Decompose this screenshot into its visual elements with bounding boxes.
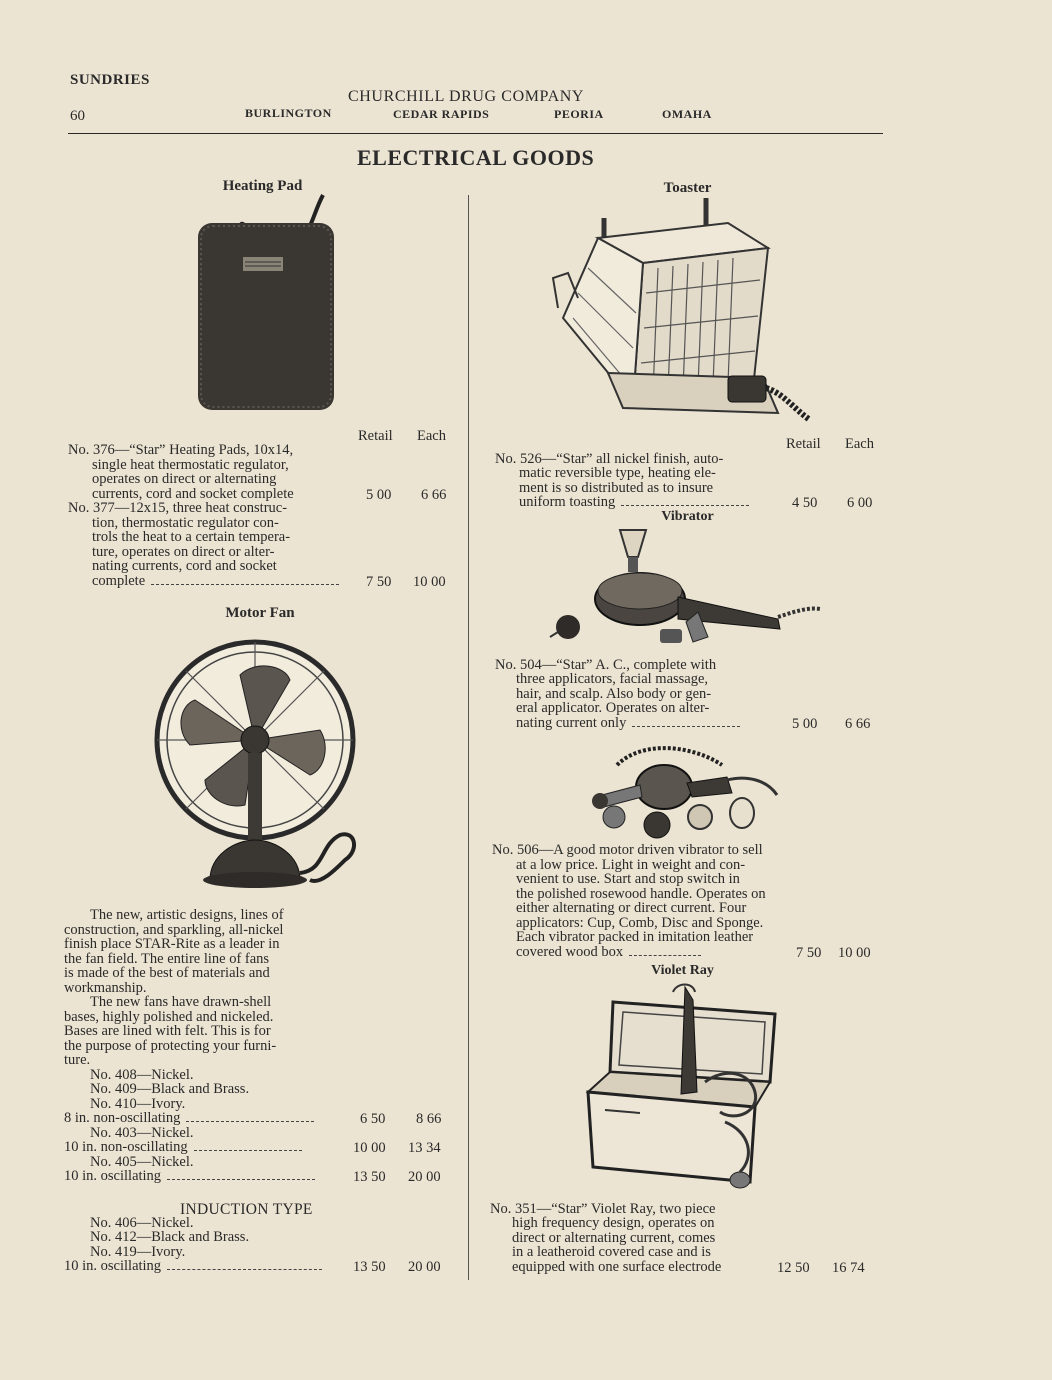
text-line: No. 409—Black and Brass. bbox=[90, 1081, 250, 1097]
text-line: No. 526—“Star” all nickel finish, auto- bbox=[495, 451, 724, 467]
text-line: three applicators, facial massage, bbox=[516, 671, 709, 687]
heating-pad-caption: Heating Pad bbox=[222, 178, 303, 194]
each-header-right: Each bbox=[845, 436, 874, 452]
text-line: No. 406—Nickel. bbox=[90, 1215, 194, 1231]
price-retail: 5 00 bbox=[792, 716, 818, 732]
price-retail: 13 50 bbox=[353, 1169, 386, 1185]
text-line: No. 377—12x15, three heat construc- bbox=[68, 500, 288, 516]
retail-header-right: Retail bbox=[786, 436, 821, 452]
text-line: ment is so distributed as to insure bbox=[519, 480, 714, 496]
text-line: The new, artistic designs, lines of bbox=[90, 907, 284, 923]
text-line: No. 376—“Star” Heating Pads, 10x14, bbox=[68, 442, 294, 458]
price-each: 20 00 bbox=[408, 1169, 441, 1185]
company-name: CHURCHILL DRUG COMPANY bbox=[348, 88, 585, 105]
text-line: is made of the best of materials and bbox=[64, 965, 270, 981]
text-line: the fan field. The entire line of fans bbox=[64, 951, 270, 967]
text-line-label: covered wood box bbox=[516, 944, 624, 960]
text-line: No. 410—Ivory. bbox=[90, 1096, 186, 1112]
city-burlington: BURLINGTON bbox=[245, 106, 332, 120]
text-line: high frequency design, operates on bbox=[512, 1215, 715, 1231]
text-line: ture, operates on direct or alter- bbox=[92, 544, 275, 560]
text-line-label: nating current only bbox=[516, 715, 627, 731]
vibrator-caption: Vibrator bbox=[661, 509, 714, 524]
page-title: ELECTRICAL GOODS bbox=[357, 145, 595, 170]
text-line: bases, highly polished and nickeled. bbox=[64, 1009, 274, 1025]
price-each: 6 66 bbox=[421, 487, 447, 503]
text-line bbox=[64, 1111, 314, 1126]
text-line: operates on direct or alternating bbox=[92, 471, 277, 487]
text-line: at a low price. Light in weight and con- bbox=[516, 857, 746, 873]
city-omaha: OMAHA bbox=[662, 107, 712, 121]
price-each: 20 00 bbox=[408, 1259, 441, 1275]
text-line: ture. bbox=[64, 1052, 91, 1068]
text-line: No. 412—Black and Brass. bbox=[90, 1229, 250, 1245]
text-line: venient to use. Start and stop switch in bbox=[516, 871, 740, 887]
price-each: 10 00 bbox=[413, 574, 446, 590]
text-line: direct or alternating current, comes bbox=[512, 1230, 716, 1246]
vibrator-506-illustration bbox=[582, 735, 782, 840]
price-each: 8 66 bbox=[416, 1111, 442, 1127]
price-retail: 4 50 bbox=[792, 495, 818, 511]
text-line: nating currents, cord and socket bbox=[92, 558, 277, 574]
each-header-left: Each bbox=[417, 428, 446, 444]
retail-header-left: Retail bbox=[358, 428, 393, 444]
text-line bbox=[92, 574, 339, 589]
text-line: matic reversible type, heating ele- bbox=[519, 465, 716, 481]
text-line: the polished rosewood handle. Operates on bbox=[516, 886, 766, 902]
text-line: Bases are lined with felt. This is for bbox=[64, 1023, 271, 1039]
column-divider bbox=[468, 195, 469, 1280]
price-retail: 6 50 bbox=[360, 1111, 386, 1127]
section-label: SUNDRIES bbox=[70, 72, 150, 88]
price-each: 6 66 bbox=[845, 716, 871, 732]
city-peoria: PEORIA bbox=[554, 107, 604, 121]
text-line: workmanship. bbox=[64, 980, 147, 996]
text-line-label: 8 in. non-oscillating bbox=[64, 1110, 181, 1126]
text-line: No. 405—Nickel. bbox=[90, 1154, 194, 1170]
text-line bbox=[64, 1169, 315, 1184]
page-number: 60 bbox=[70, 108, 85, 124]
text-line bbox=[519, 495, 749, 510]
text-line-label: 10 in. oscillating bbox=[64, 1168, 162, 1184]
text-line: applicators: Cup, Comb, Disc and Sponge. bbox=[516, 915, 764, 931]
text-line: trols the heat to a certain tempera- bbox=[92, 529, 291, 545]
text-line: No. 419—Ivory. bbox=[90, 1244, 186, 1260]
price-retail: 7 50 bbox=[796, 945, 822, 961]
text-line: finish place STAR-Rite as a leader in bbox=[64, 936, 280, 952]
city-cedar-rapids: CEDAR RAPIDS bbox=[393, 107, 490, 121]
price-retail: 10 00 bbox=[353, 1140, 386, 1156]
text-line bbox=[516, 716, 740, 731]
text-line-label: 10 in. oscillating bbox=[64, 1258, 162, 1274]
text-line: No. 506—A good motor driven vibrator to sell bbox=[492, 842, 763, 858]
text-line-label: 10 in. non-oscillating bbox=[64, 1139, 188, 1155]
price-each: 16 74 bbox=[832, 1260, 865, 1276]
text-line-label: uniform toasting bbox=[519, 494, 616, 510]
text-line: No. 504—“Star” A. C., complete with bbox=[495, 657, 717, 673]
text-line: No. 403—Nickel. bbox=[90, 1125, 194, 1141]
text-line: either alternating or direct current. Four bbox=[516, 900, 747, 916]
text-line bbox=[64, 1259, 322, 1274]
text-line bbox=[64, 1140, 302, 1155]
text-line: tion, thermostatic regulator con- bbox=[92, 515, 279, 531]
heating-pad-illustration bbox=[195, 195, 340, 415]
header-rule bbox=[68, 133, 883, 134]
text-line: currents, cord and socket complete bbox=[92, 486, 294, 502]
motor-fan-illustration bbox=[150, 635, 365, 895]
price-each: 6 00 bbox=[847, 495, 873, 511]
text-line-label: complete bbox=[92, 573, 146, 589]
text-line: construction, and sparkling, all-nickel bbox=[64, 922, 284, 938]
violet-ray-caption: Violet Ray bbox=[651, 963, 714, 978]
text-line: single heat thermostatic regulator, bbox=[92, 457, 289, 473]
violet-ray-illustration bbox=[585, 982, 785, 1192]
text-line: the purpose of protecting your furni- bbox=[64, 1038, 277, 1054]
price-retail: 7 50 bbox=[366, 574, 392, 590]
text-line bbox=[516, 945, 701, 960]
price-retail: 12 50 bbox=[777, 1260, 810, 1276]
text-line: No. 408—Nickel. bbox=[90, 1067, 194, 1083]
vibrator-504-illustration bbox=[548, 527, 828, 652]
motor-fan-caption: Motor Fan bbox=[225, 605, 295, 621]
text-line: Each vibrator packed in imitation leather bbox=[516, 929, 754, 945]
text-line: in a leatheroid covered case and is bbox=[512, 1244, 711, 1260]
price-retail: 5 00 bbox=[366, 487, 392, 503]
price-each: 10 00 bbox=[838, 945, 871, 961]
text-line: The new fans have drawn-shell bbox=[90, 994, 272, 1010]
price-each: 13 34 bbox=[408, 1140, 441, 1156]
induction-type-heading: INDUCTION TYPE bbox=[180, 1201, 313, 1218]
text-line: No. 351—“Star” Violet Ray, two piece bbox=[490, 1201, 716, 1217]
text-line: hair, and scalp. Also body or gen- bbox=[516, 686, 712, 702]
toaster-caption: Toaster bbox=[663, 180, 712, 196]
toaster-illustration bbox=[548, 198, 818, 433]
price-retail: 13 50 bbox=[353, 1259, 386, 1275]
text-line: eral applicator. Operates on alter- bbox=[516, 700, 710, 716]
text-line: equipped with one surface electrode bbox=[512, 1259, 722, 1275]
